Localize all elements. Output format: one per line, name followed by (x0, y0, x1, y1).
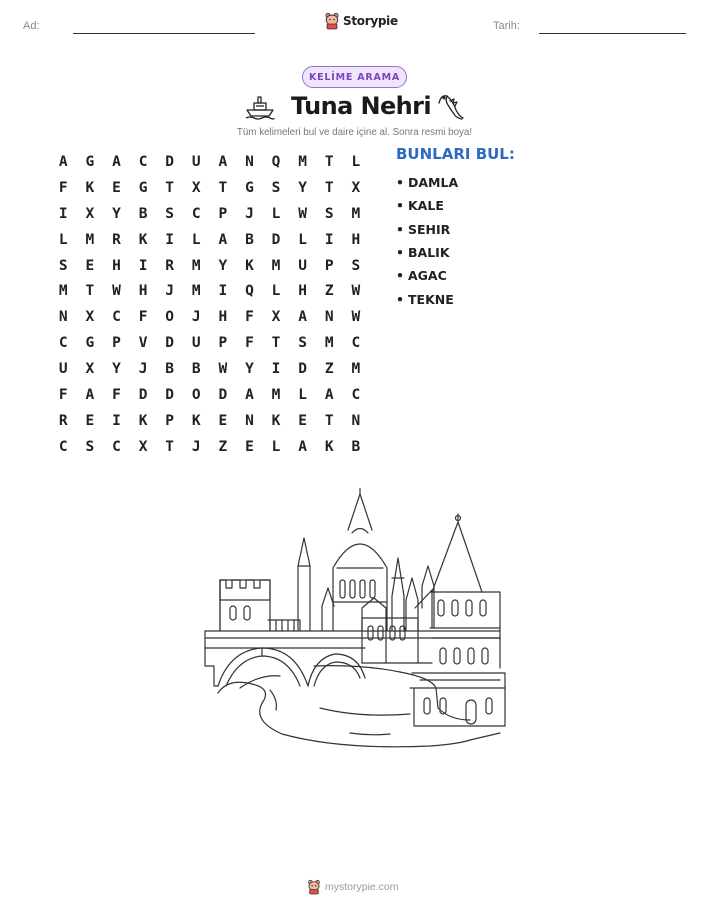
grid-letter[interactable]: P (324, 257, 334, 274)
grid-letter[interactable]: S (58, 257, 68, 274)
grid-letter[interactable]: M (191, 283, 201, 300)
grid-letter[interactable]: P (218, 205, 228, 222)
word-list-item (396, 264, 458, 287)
grid-row (50, 434, 369, 460)
word-text: DAMLA (408, 175, 459, 191)
grid-letter[interactable]: M (351, 361, 361, 378)
word-text: KALE (408, 198, 444, 214)
grid-letter[interactable]: A (245, 386, 254, 403)
bullet: • (396, 245, 404, 261)
activity-badge: KELİME ARAMA (302, 66, 407, 88)
footer (307, 879, 399, 895)
grid-letter[interactable]: S (85, 438, 95, 455)
grid-letter[interactable]: N (351, 412, 361, 429)
grid-letter[interactable]: T (165, 179, 175, 196)
grid-row (50, 149, 369, 175)
grid-letter[interactable]: P (112, 335, 121, 352)
grid-letter[interactable]: S (298, 335, 307, 352)
grid-letter[interactable]: L (191, 231, 201, 248)
grid-letter[interactable]: B (245, 231, 254, 248)
grid-letter[interactable]: W (351, 309, 361, 326)
grid-letter[interactable]: E (298, 412, 307, 429)
grid-row (50, 330, 369, 356)
word-list-item (396, 287, 458, 310)
grid-letter[interactable]: D (298, 361, 307, 378)
word-list-title: BUNLARI BUL: (396, 145, 515, 163)
grid-letter[interactable]: M (271, 257, 281, 274)
date-line (539, 33, 686, 34)
grid-row (50, 201, 369, 227)
grid-letter[interactable]: Y (112, 205, 121, 222)
grid-letter[interactable]: D (271, 231, 281, 248)
grid-letter[interactable]: P (218, 335, 228, 352)
footer-url: mystorypie.com (325, 881, 399, 893)
grid-letter[interactable]: M (298, 153, 307, 170)
grid-letter[interactable]: C (112, 309, 121, 326)
grid-letter[interactable]: Z (218, 438, 228, 455)
grid-letter[interactable]: U (58, 361, 68, 378)
grid-letter[interactable]: S (271, 179, 281, 196)
grid-row (50, 227, 369, 253)
grid-letter[interactable]: D (165, 386, 175, 403)
name-label: Ad: (23, 20, 40, 32)
grid-letter[interactable]: J (245, 205, 254, 222)
grid-letter[interactable]: U (191, 153, 201, 170)
grid-letter[interactable]: L (271, 205, 281, 222)
grid-letter[interactable]: L (351, 153, 361, 170)
grid-letter[interactable]: A (112, 153, 121, 170)
grid-letter[interactable]: C (58, 335, 68, 352)
grid-letter[interactable]: L (58, 231, 68, 248)
grid-letter[interactable]: E (245, 438, 254, 455)
grid-letter[interactable]: Y (245, 361, 254, 378)
grid-letter[interactable]: Y (218, 257, 228, 274)
grid-letter[interactable]: H (218, 309, 228, 326)
grid-letter[interactable]: T (85, 283, 95, 300)
grid-letter[interactable]: Q (271, 153, 281, 170)
boat-icon (245, 94, 275, 120)
word-list-item (396, 218, 458, 241)
grid-letter[interactable]: E (85, 257, 95, 274)
word-list-item (396, 171, 458, 194)
brand-name: Storypie (343, 14, 398, 28)
grid-letter[interactable]: X (138, 438, 148, 455)
grid-letter[interactable]: X (85, 309, 95, 326)
grid-letter[interactable]: C (58, 438, 68, 455)
grid-letter[interactable]: Q (245, 283, 254, 300)
grid-letter[interactable]: F (58, 386, 68, 403)
grid-letter[interactable]: X (85, 361, 95, 378)
date-label: Tarih: (493, 20, 520, 32)
grid-letter[interactable]: A (58, 153, 68, 170)
grid-letter[interactable]: F (58, 179, 68, 196)
grid-letter[interactable]: L (271, 283, 281, 300)
grid-letter[interactable]: K (138, 231, 148, 248)
grid-letter[interactable]: T (324, 153, 334, 170)
grid-letter[interactable]: U (298, 257, 307, 274)
grid-letter[interactable]: Z (324, 361, 334, 378)
grid-letter[interactable]: W (298, 205, 307, 222)
grid-letter[interactable]: O (165, 309, 175, 326)
grid-letter[interactable]: C (138, 153, 148, 170)
grid-letter[interactable]: T (324, 179, 334, 196)
grid-letter[interactable]: V (138, 335, 148, 352)
grid-letter[interactable]: H (112, 257, 121, 274)
grid-letter[interactable]: Y (298, 179, 307, 196)
grid-letter[interactable]: I (58, 205, 68, 222)
grid-letter[interactable]: N (245, 412, 254, 429)
grid-letter[interactable]: L (271, 438, 281, 455)
grid-letter[interactable]: H (298, 283, 307, 300)
grid-letter[interactable]: A (218, 153, 228, 170)
grid-row (50, 175, 369, 201)
grid-letter[interactable]: N (58, 309, 68, 326)
word-text: SEHIR (408, 221, 451, 237)
grid-letter[interactable]: D (165, 153, 175, 170)
grid-letter[interactable]: J (191, 309, 201, 326)
grid-letter[interactable]: A (218, 231, 228, 248)
grid-letter[interactable]: K (191, 412, 201, 429)
grid-letter[interactable]: C (351, 386, 361, 403)
grid-letter[interactable]: X (191, 179, 201, 196)
grid-letter[interactable]: C (191, 205, 201, 222)
grid-letter[interactable]: D (218, 386, 228, 403)
grid-letter[interactable]: F (245, 335, 254, 352)
grid-letter[interactable]: T (165, 438, 175, 455)
grid-letter[interactable]: J (165, 283, 175, 300)
instructions: Tüm kelimeleri bul ve daire içine al. Sonra resmi boya! (236, 127, 473, 138)
letter-grid (50, 149, 369, 460)
grid-letter[interactable]: S (324, 205, 334, 222)
grid-letter[interactable]: M (85, 231, 95, 248)
grid-letter[interactable]: B (165, 361, 175, 378)
name-line (73, 33, 255, 34)
grid-letter[interactable]: G (85, 153, 95, 170)
brand (324, 12, 398, 30)
grid-letter[interactable]: K (85, 179, 95, 196)
grid-letter[interactable]: A (324, 386, 334, 403)
grid-letter[interactable]: K (324, 438, 334, 455)
grid-letter[interactable]: B (191, 361, 201, 378)
grid-letter[interactable]: N (245, 153, 254, 170)
grid-letter[interactable]: M (324, 335, 334, 352)
grid-row (50, 253, 369, 279)
grid-letter[interactable]: J (191, 438, 201, 455)
grid-letter[interactable]: Y (112, 361, 121, 378)
bullet: • (396, 198, 404, 214)
grid-letter[interactable]: L (298, 386, 307, 403)
grid-letter[interactable]: S (351, 257, 361, 274)
grid-letter[interactable]: A (298, 438, 307, 455)
grid-letter[interactable]: W (351, 283, 361, 300)
grid-letter[interactable]: E (112, 179, 121, 196)
storypie-logo-icon (307, 879, 321, 895)
grid-letter[interactable]: H (351, 231, 361, 248)
grid-letter[interactable]: J (138, 361, 148, 378)
grid-letter[interactable]: K (138, 412, 148, 429)
grid-letter[interactable]: W (112, 283, 121, 300)
grid-letter[interactable]: O (191, 386, 201, 403)
grid-letter[interactable]: D (138, 386, 148, 403)
grid-letter[interactable]: X (271, 309, 281, 326)
grid-letter[interactable]: R (58, 412, 68, 429)
grid-letter[interactable]: I (218, 283, 228, 300)
bullet: • (396, 221, 404, 237)
grid-letter[interactable]: R (165, 257, 175, 274)
grid-letter[interactable]: G (138, 179, 148, 196)
grid-letter[interactable]: A (85, 386, 95, 403)
word-list-item (396, 241, 458, 264)
grid-letter[interactable]: D (165, 335, 175, 352)
grid-letter[interactable]: C (112, 438, 121, 455)
grid-letter[interactable]: S (165, 205, 175, 222)
word-text: AGAC (408, 268, 447, 284)
grid-letter[interactable]: X (351, 179, 361, 196)
grid-letter[interactable]: E (218, 412, 228, 429)
grid-letter[interactable]: F (245, 309, 254, 326)
grid-letter[interactable]: I (271, 361, 281, 378)
storypie-logo-icon (324, 12, 340, 30)
grid-letter[interactable]: F (138, 309, 148, 326)
grid-letter[interactable]: M (271, 386, 281, 403)
grid-letter[interactable]: U (191, 335, 201, 352)
grid-letter[interactable]: M (58, 283, 68, 300)
grid-letter[interactable]: T (271, 335, 281, 352)
grid-row (50, 356, 369, 382)
bullet: • (396, 175, 404, 191)
grid-letter[interactable]: W (218, 361, 228, 378)
grid-letter[interactable]: T (324, 412, 334, 429)
word-text: TEKNE (408, 291, 454, 307)
bullet: • (396, 268, 404, 284)
page-title: Tuna Nehri (291, 92, 431, 120)
grid-letter[interactable]: Z (324, 283, 334, 300)
dragon-icon (436, 92, 466, 122)
grid-letter[interactable]: K (271, 412, 281, 429)
grid-row (50, 382, 369, 408)
grid-letter[interactable]: I (324, 231, 334, 248)
grid-letter[interactable]: N (324, 309, 334, 326)
grid-letter[interactable]: H (138, 283, 148, 300)
grid-row (50, 408, 369, 434)
grid-letter[interactable]: B (138, 205, 148, 222)
grid-letter[interactable]: E (85, 412, 95, 429)
grid-letter[interactable]: I (165, 231, 175, 248)
word-list-item (396, 194, 458, 217)
grid-letter[interactable]: L (298, 231, 307, 248)
grid-letter[interactable]: I (138, 257, 148, 274)
grid-letter[interactable]: M (351, 205, 361, 222)
grid-letter[interactable]: K (245, 257, 254, 274)
grid-row (50, 278, 369, 304)
budapest-parliament-illustration (200, 488, 520, 763)
grid-letter[interactable]: C (351, 335, 361, 352)
grid-letter[interactable]: I (112, 412, 121, 429)
bullet: • (396, 291, 404, 307)
grid-letter[interactable]: P (165, 412, 175, 429)
grid-letter[interactable]: G (245, 179, 254, 196)
grid-letter[interactable]: F (112, 386, 121, 403)
grid-letter[interactable]: M (191, 257, 201, 274)
grid-letter[interactable]: R (112, 231, 121, 248)
grid-letter[interactable]: B (351, 438, 361, 455)
word-list (396, 171, 458, 311)
grid-row (50, 304, 369, 330)
grid-letter[interactable]: A (298, 309, 307, 326)
grid-letter[interactable]: T (218, 179, 228, 196)
grid-letter[interactable]: X (85, 205, 95, 222)
word-text: BALIK (408, 245, 450, 261)
grid-letter[interactable]: G (85, 335, 95, 352)
